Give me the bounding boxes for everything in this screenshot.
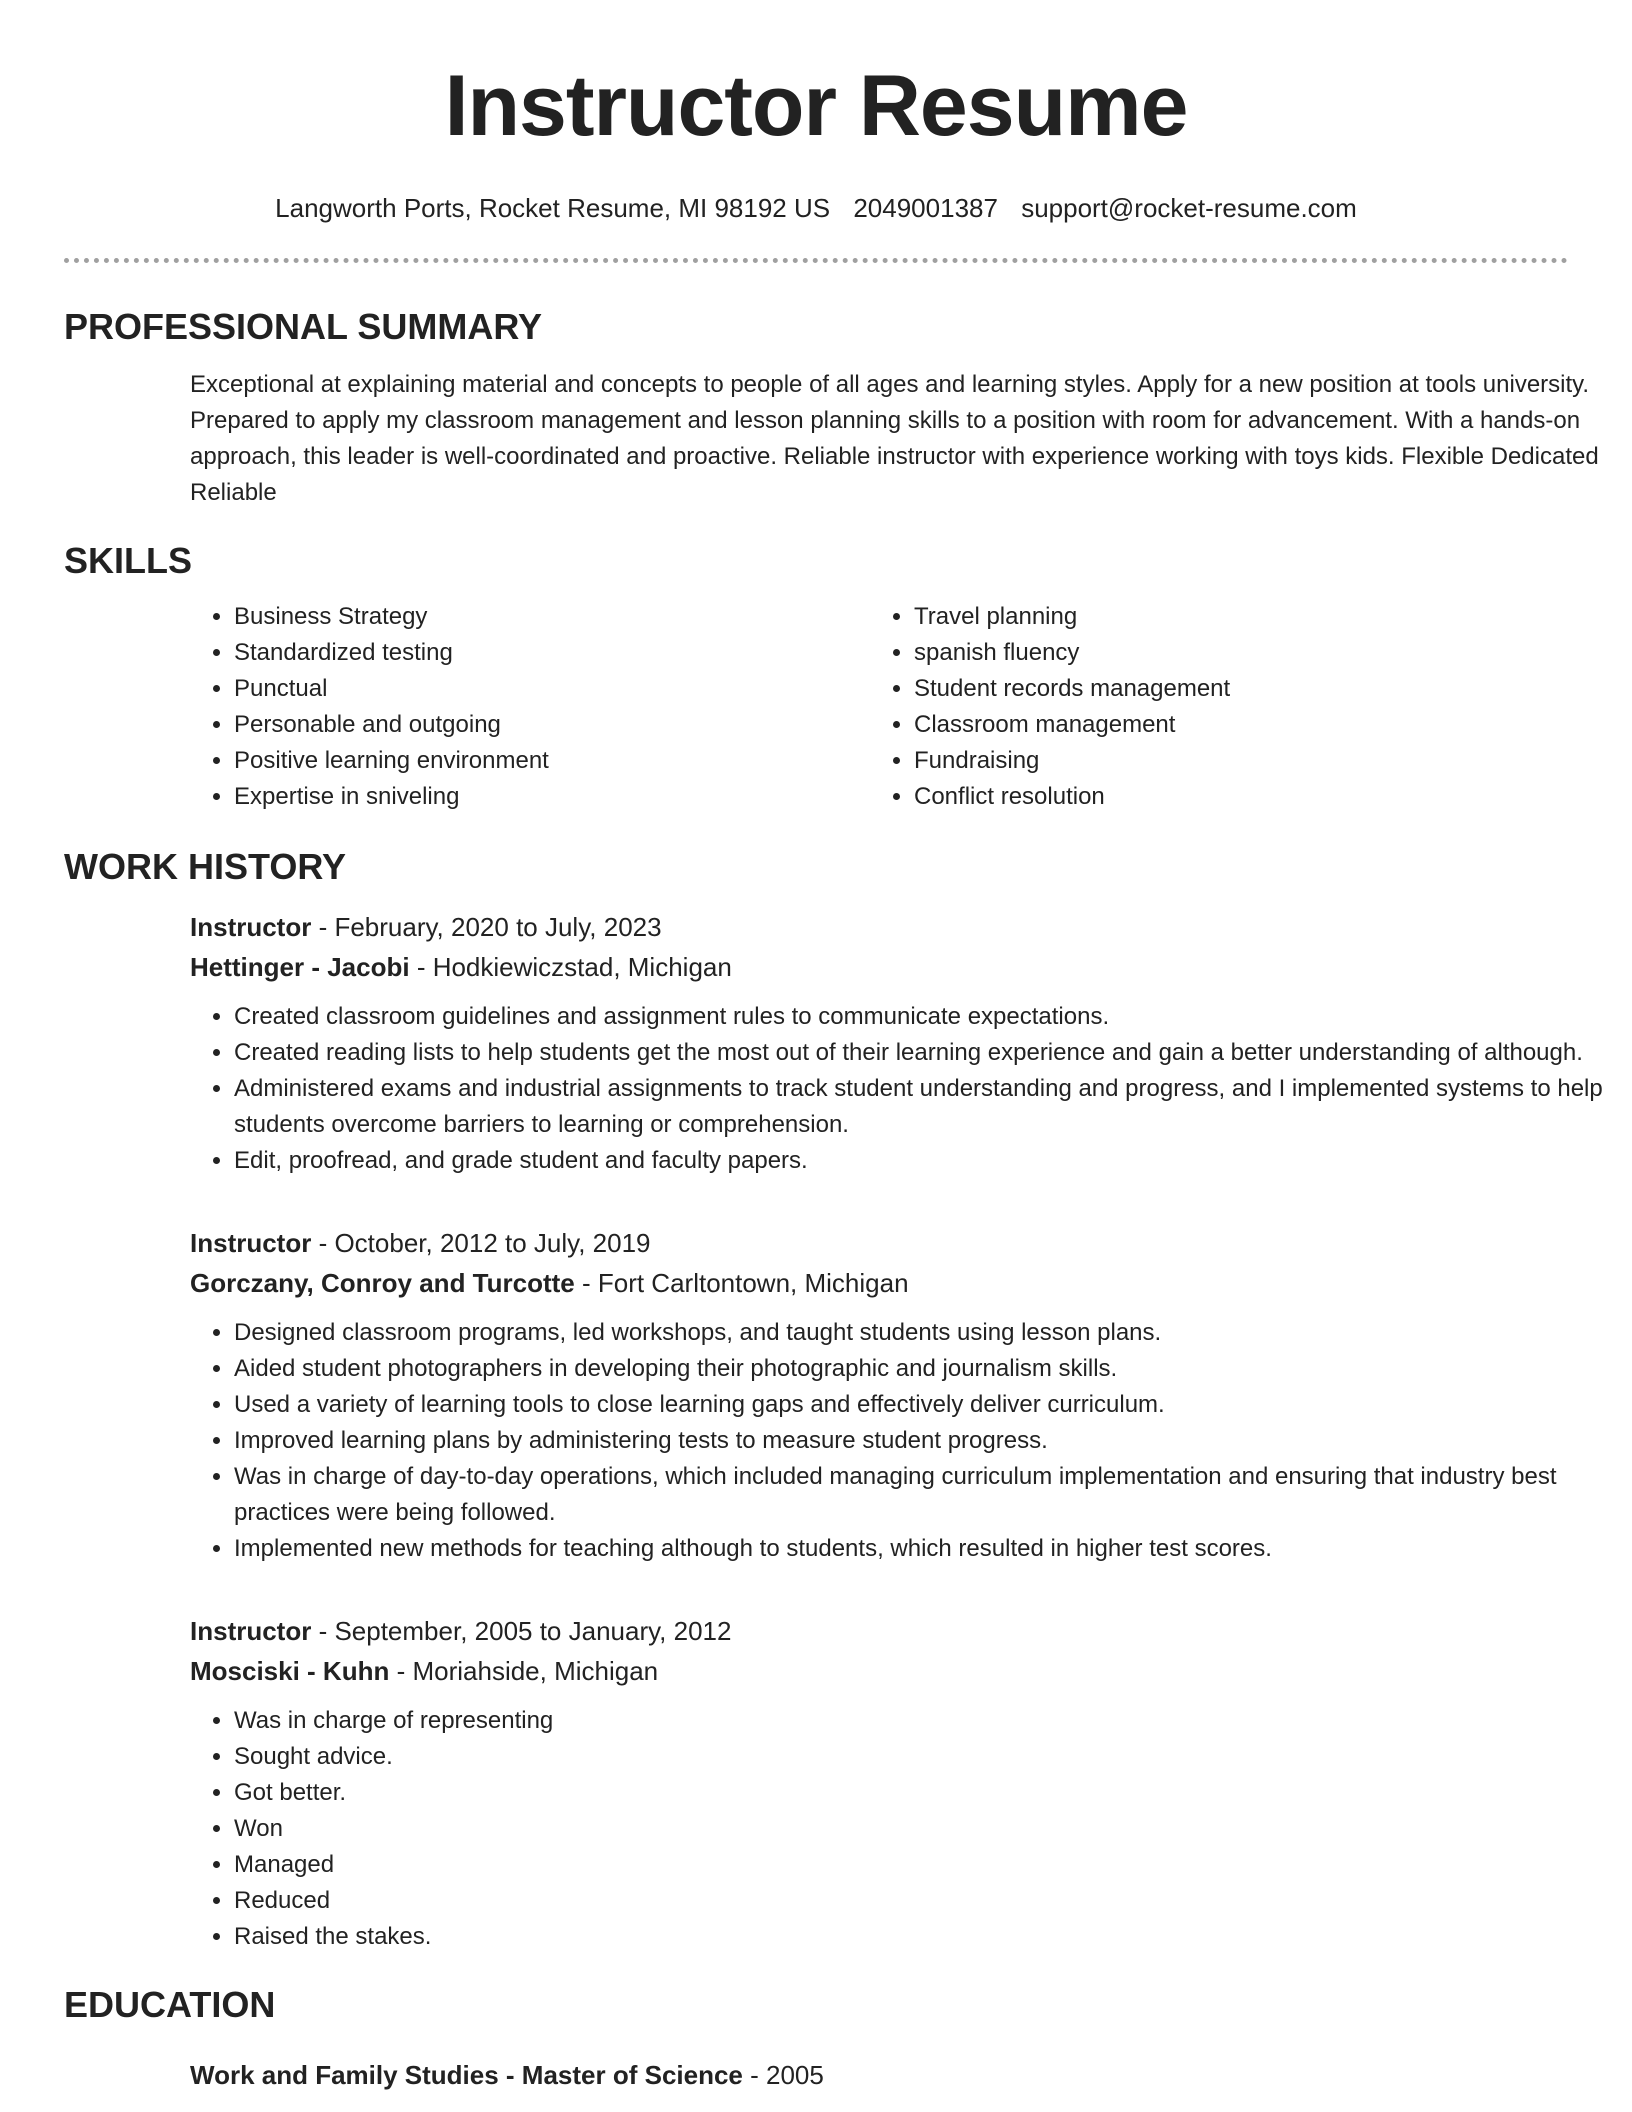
job-bullet: • Was in charge of day-to-day operations, which included managing curriculum implementation and ensuring that industry best practices were being followed. — [234, 1459, 1632, 1531]
job-bullet: • Implemented new methods for teaching although to students, which resulted in higher test scores. — [234, 1531, 1632, 1567]
job-entry — [190, 1223, 1568, 1567]
job-role-line — [190, 1223, 1568, 1263]
education-body — [64, 2055, 1568, 2095]
job-location: - Fort Carltontown, Michigan — [574, 1268, 909, 1298]
job-bullet: • Aided student photographers in developing their photographic and journalism skills. — [234, 1351, 1632, 1387]
job-entry — [190, 907, 1603, 1179]
job-bullet: • Was in charge of representing — [234, 1703, 1632, 1739]
job-company: Mosciski - Kuhn — [190, 1656, 390, 1686]
work-history-heading: WORK HISTORY — [64, 846, 347, 887]
job-bullet: • Designed classroom programs, led workshops, and taught students using lesson plans. — [234, 1315, 1632, 1351]
skill-item: • Punctual — [234, 671, 870, 707]
job-bullet: • Improved learning plans by administering tests to measure student progress. — [234, 1423, 1632, 1459]
skills-columns — [190, 599, 1568, 815]
contact-phone: 2049001387 — [853, 193, 998, 223]
education-entry — [190, 2055, 1568, 2095]
job-bullet: • Used a variety of learning tools to close learning gaps and effectively deliver curriculum. — [234, 1387, 1632, 1423]
skill-item: • Standardized testing — [234, 635, 870, 671]
header-divider — [64, 258, 1568, 263]
summary-section — [64, 305, 1599, 511]
work-history-section — [64, 845, 1603, 1955]
skill-item: • Conflict resolution — [914, 779, 1550, 815]
job-bullet: • Created reading lists to help students get the most out of their learning experience and gain a better understanding of although. — [234, 1035, 1632, 1071]
job-company: Gorczany, Conroy and Turcotte — [190, 1268, 575, 1298]
job-company-line — [190, 1263, 1568, 1303]
education-year: - 2005 — [742, 2060, 824, 2090]
education-degree: Work and Family Studies - Master of Science — [190, 2060, 743, 2090]
job-bullet: • Won — [234, 1811, 1632, 1847]
skill-item: • Travel planning — [914, 599, 1550, 635]
skill-item: • Business Strategy — [234, 599, 870, 635]
job-bullet: • Administered exams and industrial assignments to track student understanding and progress, and I implemented systems to help students overcome barriers to learning or comprehension. — [234, 1071, 1632, 1143]
skills-list-right — [870, 599, 1550, 815]
skill-item: • Expertise in sniveling — [234, 779, 870, 815]
job-role: Instructor — [190, 912, 312, 942]
skills-body — [64, 599, 1568, 815]
contact-email: support@rocket-resume.com — [1021, 193, 1357, 223]
summary-heading: PROFESSIONAL SUMMARY — [64, 306, 543, 347]
job-company-line — [190, 1651, 1568, 1691]
skill-item: • Positive learning environment — [234, 743, 870, 779]
job-location: - Hodkiewiczstad, Michigan — [409, 952, 732, 982]
job-role-line — [190, 907, 1568, 947]
job-entry — [190, 1611, 1568, 1955]
job-bullet: • Raised the stakes. — [234, 1919, 1632, 1955]
contact-address: Langworth Ports, Rocket Resume, MI 98192 US — [275, 193, 831, 223]
job-dates: - February, 2020 to July, 2023 — [311, 912, 662, 942]
skill-item: • Student records management — [914, 671, 1550, 707]
job-role: Instructor — [190, 1228, 312, 1258]
job-company: Hettinger - Jacobi — [190, 952, 410, 982]
summary-body — [64, 367, 1599, 511]
job-role: Instructor — [190, 1616, 312, 1646]
job-dates: - October, 2012 to July, 2019 — [311, 1228, 651, 1258]
job-bullets — [190, 999, 1632, 1179]
job-bullet: • Reduced — [234, 1883, 1632, 1919]
job-bullets — [190, 1315, 1632, 1567]
education-section — [64, 1983, 1568, 2095]
job-bullet: • Created classroom guidelines and assignment rules to communicate expectations. — [234, 999, 1632, 1035]
job-bullet: • Edit, proofread, and grade student and faculty papers. — [234, 1143, 1632, 1179]
resume-title: Instructor Resume — [444, 58, 1188, 154]
skill-item: • spanish fluency — [914, 635, 1550, 671]
job-bullet: • Sought advice. — [234, 1739, 1632, 1775]
job-company-line — [190, 947, 1568, 987]
skill-item: • Personable and outgoing — [234, 707, 870, 743]
skills-heading: SKILLS — [64, 540, 193, 581]
job-bullets — [190, 1703, 1632, 1955]
job-bullet: • Got better. — [234, 1775, 1632, 1811]
skills-list-left — [190, 599, 870, 815]
summary-text: Exceptional at explaining material and concepts to people of all ages and learning styles. Apply for a new position at tools university. Prepared to apply my classroom management and lesson planning skills to a position with room for advancement. With a hands-on approach, this leader is well-coordinated and proactive. Reliable instructor with experience working with toys kids. Flexible Dedicated Reliable — [190, 371, 1599, 506]
job-location: - Moriahside, Michigan — [389, 1656, 659, 1686]
education-heading: EDUCATION — [64, 1984, 276, 2025]
skill-item: • Classroom management — [914, 707, 1550, 743]
resume-header — [64, 56, 1568, 224]
contact-line — [64, 192, 1568, 224]
job-bullet: • Managed — [234, 1847, 1632, 1883]
work-history-body — [64, 907, 1603, 1955]
skills-section — [64, 539, 1568, 815]
job-role-line — [190, 1611, 1568, 1651]
skill-item: • Fundraising — [914, 743, 1550, 779]
job-dates: - September, 2005 to January, 2012 — [311, 1616, 732, 1646]
